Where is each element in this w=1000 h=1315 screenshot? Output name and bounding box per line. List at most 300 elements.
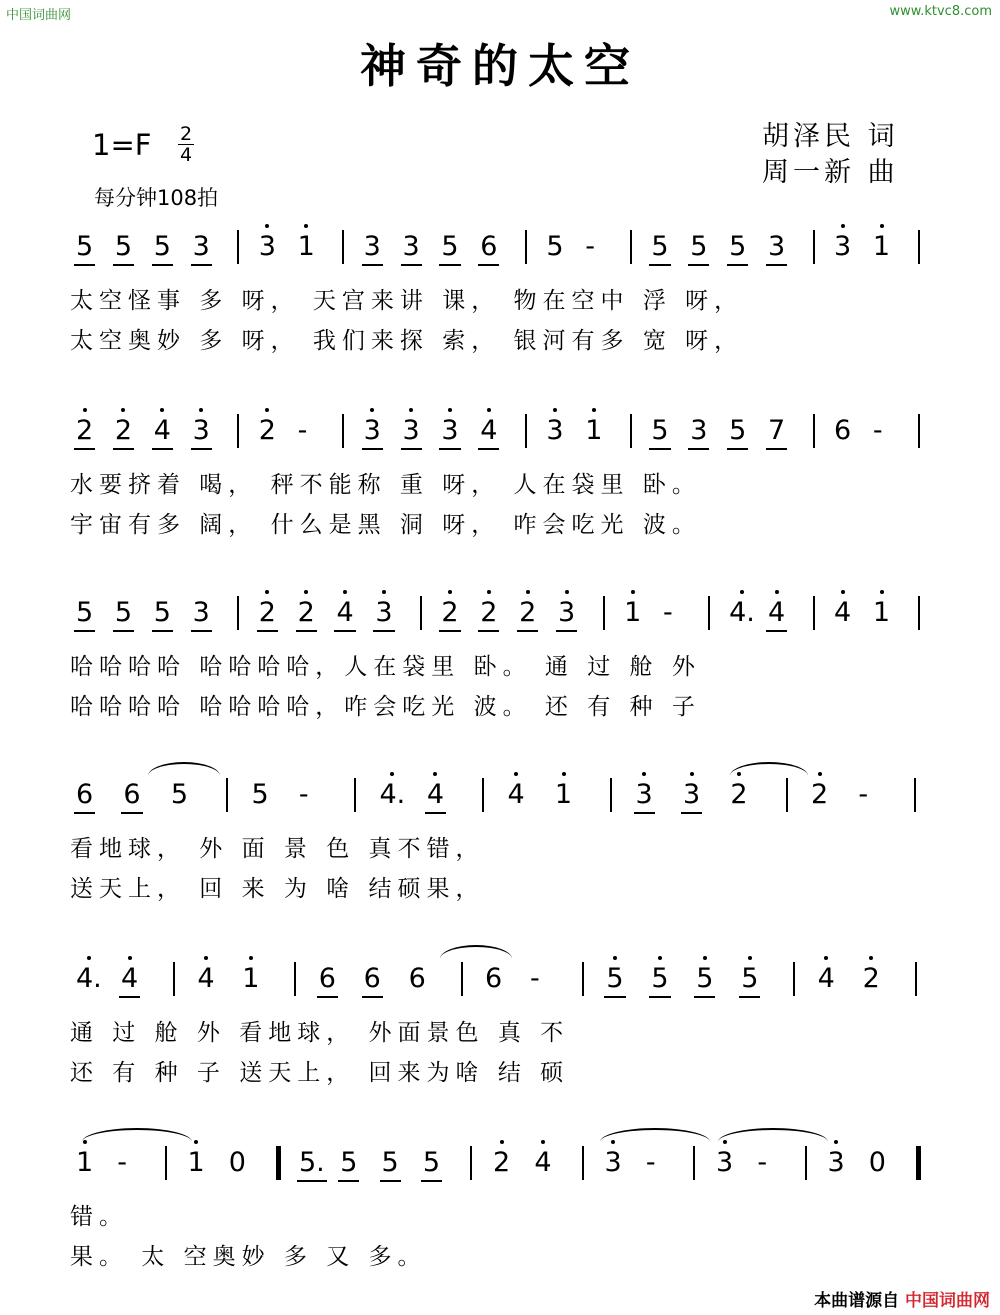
octave-dot bbox=[390, 772, 394, 776]
note bbox=[154, 232, 171, 262]
note bbox=[197, 964, 214, 994]
octave-dot bbox=[880, 590, 884, 594]
barline bbox=[342, 414, 344, 448]
eighth-underline bbox=[425, 812, 446, 814]
note bbox=[729, 416, 746, 446]
eighth-underline bbox=[317, 996, 338, 998]
note-digit: 1 bbox=[873, 232, 890, 262]
note bbox=[115, 598, 132, 628]
eighth-underline bbox=[478, 264, 499, 266]
note bbox=[863, 964, 880, 994]
octave-dot bbox=[199, 408, 203, 412]
eighth-underline bbox=[766, 630, 787, 632]
eighth-underline bbox=[556, 630, 577, 632]
barline bbox=[294, 962, 296, 996]
note bbox=[259, 416, 276, 446]
barline bbox=[173, 962, 175, 996]
note-digit: 2 bbox=[519, 598, 536, 628]
note-digit: 5 bbox=[729, 416, 746, 446]
octave-dot bbox=[304, 590, 308, 594]
barline bbox=[630, 414, 632, 448]
note bbox=[768, 232, 785, 262]
note-digit: 6 bbox=[408, 963, 426, 994]
note-digit: 5 bbox=[154, 598, 171, 628]
barline bbox=[525, 414, 527, 448]
octave-dot bbox=[265, 408, 269, 412]
note-digit: 5 bbox=[340, 1148, 357, 1178]
time-signature-top: 2 bbox=[179, 123, 193, 145]
octave-dot bbox=[487, 590, 491, 594]
octave-dot bbox=[249, 956, 253, 960]
octave-dot bbox=[370, 408, 374, 412]
octave-dot bbox=[382, 590, 386, 594]
eighth-underline bbox=[380, 1180, 401, 1182]
eighth-underline bbox=[694, 996, 715, 998]
lyrics-verse-1: 太空怪事 多 呀， 天宫来讲 课， 物在空中 浮 呀， bbox=[70, 288, 744, 314]
octave-dot bbox=[194, 1140, 198, 1144]
note-digit: 2 bbox=[259, 598, 276, 628]
octave-dot bbox=[500, 1140, 504, 1144]
note bbox=[336, 598, 353, 628]
eighth-underline bbox=[113, 630, 134, 632]
note bbox=[423, 1148, 440, 1178]
note-digit: 4 bbox=[818, 964, 835, 994]
lyricist-credit: 胡泽民 词 bbox=[762, 121, 899, 152]
barline bbox=[582, 962, 584, 996]
note bbox=[259, 232, 276, 262]
octave-dot bbox=[748, 956, 752, 960]
octave-dot bbox=[204, 956, 208, 960]
octave-dot bbox=[703, 956, 707, 960]
octave-dot bbox=[690, 772, 694, 776]
note-digit: 4. bbox=[379, 780, 405, 810]
note bbox=[480, 232, 497, 262]
octave-dot bbox=[613, 956, 617, 960]
note-digit: 0 bbox=[868, 1147, 886, 1178]
note-digit: 1 bbox=[555, 780, 572, 810]
note-digit: 3 bbox=[364, 416, 381, 446]
octave-dot bbox=[775, 590, 779, 594]
note bbox=[558, 598, 575, 628]
octave-dot bbox=[841, 224, 845, 228]
note-digit: 4. bbox=[76, 964, 102, 994]
barline bbox=[276, 1146, 281, 1180]
note-digit: 2 bbox=[441, 598, 458, 628]
note bbox=[171, 780, 188, 810]
eighth-underline bbox=[152, 448, 173, 450]
eighth-underline bbox=[688, 264, 709, 266]
eighth-underline bbox=[191, 630, 212, 632]
lyrics-verse-1: 哈哈哈哈 哈哈哈哈，人在袋里 卧。 通 过 舱 外 bbox=[70, 654, 701, 680]
note bbox=[427, 780, 444, 810]
note bbox=[546, 416, 563, 446]
note-digit: 3 bbox=[193, 416, 210, 446]
note-digit: - bbox=[529, 963, 540, 994]
note bbox=[76, 964, 102, 994]
octave-dot bbox=[433, 772, 437, 776]
octave-dot bbox=[565, 590, 569, 594]
note bbox=[193, 416, 210, 446]
note bbox=[646, 1148, 656, 1178]
note-digit: - bbox=[117, 1147, 128, 1178]
barline bbox=[610, 778, 612, 812]
watermark-right: www.ktvc8.com bbox=[889, 4, 992, 19]
note-digit: 3 bbox=[834, 232, 851, 262]
barline bbox=[786, 778, 788, 812]
lyrics-verse-1: 通 过 舱 外 看地球， 外面景色 真 不 bbox=[70, 1020, 570, 1046]
barline bbox=[354, 778, 356, 812]
note bbox=[76, 780, 93, 810]
note bbox=[115, 416, 132, 446]
note-digit: 6 bbox=[123, 780, 140, 810]
note-digit: 5 bbox=[115, 598, 132, 628]
tie-slur bbox=[148, 762, 220, 776]
note-digit: - bbox=[645, 1147, 656, 1178]
eighth-underline bbox=[362, 264, 383, 266]
note-digit: 3 bbox=[690, 416, 707, 446]
octave-dot bbox=[658, 956, 662, 960]
barline bbox=[813, 414, 815, 448]
note-digit: 5 bbox=[154, 232, 171, 262]
note bbox=[873, 232, 890, 262]
note-digit: 5 bbox=[651, 232, 668, 262]
note-digit: 4 bbox=[197, 964, 214, 994]
lyrics-verse-2: 送天上， 回 来 为 啥 结硕果， bbox=[70, 876, 485, 902]
note-digit: 5 bbox=[690, 232, 707, 262]
song-title: 神奇的太空 bbox=[360, 39, 640, 93]
watermark-bottom-a: 本曲谱源自 bbox=[814, 1291, 900, 1311]
note bbox=[663, 598, 673, 628]
note bbox=[76, 416, 93, 446]
note bbox=[768, 598, 785, 628]
barline bbox=[918, 414, 920, 448]
note-digit: 1 bbox=[298, 232, 315, 262]
octave-dot bbox=[448, 408, 452, 412]
barline bbox=[470, 1146, 472, 1180]
note bbox=[187, 1148, 204, 1178]
eighth-underline bbox=[362, 448, 383, 450]
note bbox=[690, 416, 707, 446]
note-digit: 5 bbox=[423, 1148, 440, 1178]
eighth-underline bbox=[478, 448, 499, 450]
note-digit: 4 bbox=[336, 598, 353, 628]
tie-slur bbox=[600, 1128, 710, 1142]
note-digit: 3 bbox=[768, 232, 785, 262]
eighth-underline bbox=[766, 448, 787, 450]
note bbox=[379, 780, 405, 810]
note-digit: 3 bbox=[193, 232, 210, 262]
barline bbox=[342, 230, 344, 264]
eighth-underline bbox=[766, 264, 787, 266]
note-digit: 4 bbox=[154, 416, 171, 446]
note bbox=[115, 232, 132, 262]
note bbox=[683, 780, 700, 810]
note-digit: 1 bbox=[187, 1148, 204, 1178]
eighth-underline bbox=[152, 264, 173, 266]
note bbox=[873, 416, 883, 446]
eighth-underline bbox=[113, 264, 134, 266]
eighth-underline bbox=[74, 630, 95, 632]
note bbox=[530, 964, 540, 994]
note bbox=[154, 598, 171, 628]
barline bbox=[420, 596, 422, 630]
note-digit: 3 bbox=[259, 232, 276, 262]
note bbox=[834, 598, 851, 628]
note-digit: 1 bbox=[585, 416, 602, 446]
note bbox=[76, 1148, 93, 1178]
note-digit: 2 bbox=[76, 416, 93, 446]
note bbox=[534, 1148, 551, 1178]
note bbox=[403, 232, 420, 262]
eighth-underline bbox=[634, 812, 655, 814]
note-digit: 7 bbox=[768, 416, 785, 446]
eighth-underline bbox=[649, 996, 670, 998]
octave-dot bbox=[448, 590, 452, 594]
note-digit: 2 bbox=[115, 416, 132, 446]
note bbox=[480, 416, 497, 446]
octave-dot bbox=[304, 224, 308, 228]
note-digit: 4 bbox=[508, 780, 525, 810]
barline bbox=[525, 230, 527, 264]
note-digit: 3 bbox=[636, 780, 653, 810]
eighth-underline bbox=[439, 630, 460, 632]
note-digit: 2 bbox=[863, 964, 880, 994]
note bbox=[375, 598, 392, 628]
barline bbox=[237, 414, 239, 448]
note-digit: 5 bbox=[729, 232, 746, 262]
composer-credit: 周一新 曲 bbox=[762, 157, 899, 188]
note bbox=[364, 416, 381, 446]
barline bbox=[582, 1146, 584, 1180]
note-digit: 2 bbox=[730, 780, 747, 810]
octave-dot bbox=[265, 224, 269, 228]
note bbox=[605, 1148, 622, 1178]
note-digit: 5 bbox=[170, 779, 189, 810]
note bbox=[651, 416, 668, 446]
note-digit: 2 bbox=[493, 1148, 510, 1178]
note bbox=[585, 232, 595, 262]
note bbox=[546, 232, 563, 262]
note bbox=[121, 964, 138, 994]
note bbox=[811, 780, 828, 810]
note-digit: 6 bbox=[319, 964, 336, 994]
eighth-underline bbox=[401, 264, 422, 266]
note-digit: 5 bbox=[651, 964, 668, 994]
note-digit: - bbox=[757, 1147, 768, 1178]
note bbox=[364, 964, 381, 994]
octave-dot bbox=[83, 408, 87, 412]
note bbox=[193, 598, 210, 628]
note bbox=[690, 232, 707, 262]
eighth-underline bbox=[727, 448, 748, 450]
note bbox=[519, 598, 536, 628]
note-digit: 3 bbox=[375, 598, 392, 628]
note-digit: 4 bbox=[534, 1148, 551, 1178]
note-digit: - bbox=[872, 415, 883, 446]
note-digit: 5 bbox=[382, 1148, 399, 1178]
lyrics-verse-1: 错。 bbox=[70, 1204, 128, 1230]
octave-dot bbox=[834, 1140, 838, 1144]
eighth-underline bbox=[439, 448, 460, 450]
eighth-underline bbox=[338, 1180, 359, 1182]
tie-slur bbox=[82, 1128, 192, 1142]
note bbox=[76, 232, 93, 262]
note-digit: - bbox=[298, 779, 309, 810]
octave-dot bbox=[740, 590, 744, 594]
note bbox=[768, 416, 785, 446]
note bbox=[299, 1148, 325, 1178]
barline bbox=[630, 230, 632, 264]
note bbox=[729, 232, 746, 262]
note bbox=[508, 780, 525, 810]
note-digit: 3 bbox=[403, 232, 420, 262]
note-digit: 4 bbox=[768, 598, 785, 628]
note bbox=[123, 780, 140, 810]
note bbox=[741, 964, 758, 994]
time-signature bbox=[178, 124, 194, 165]
note bbox=[729, 598, 755, 628]
note bbox=[154, 416, 171, 446]
note bbox=[403, 416, 420, 446]
tie-slur bbox=[440, 945, 512, 959]
note-digit: 3 bbox=[403, 416, 420, 446]
note-digit: 1 bbox=[873, 598, 890, 628]
note bbox=[298, 416, 308, 446]
note bbox=[382, 1148, 399, 1178]
octave-dot bbox=[409, 408, 413, 412]
barline bbox=[918, 230, 920, 264]
note-digit: 6 bbox=[364, 964, 381, 994]
eighth-underline bbox=[681, 812, 702, 814]
note-digit: 5 bbox=[651, 416, 668, 446]
note-digit: 3 bbox=[558, 598, 575, 628]
lyrics-verse-2: 还 有 种 子 送天上， 回来为啥 结 硕 bbox=[70, 1060, 570, 1086]
eighth-underline bbox=[119, 996, 140, 998]
note bbox=[636, 780, 653, 810]
eighth-underline bbox=[152, 630, 173, 632]
note-digit: - bbox=[297, 415, 308, 446]
note bbox=[76, 598, 93, 628]
eighth-underline bbox=[649, 264, 670, 266]
note-digit: 6 bbox=[485, 963, 503, 994]
eighth-underline bbox=[373, 630, 394, 632]
barline bbox=[693, 1146, 695, 1180]
octave-dot bbox=[824, 956, 828, 960]
note bbox=[828, 1148, 845, 1178]
tie-slur bbox=[718, 1128, 828, 1142]
note-digit: 3 bbox=[193, 598, 210, 628]
octave-dot bbox=[631, 590, 635, 594]
barline bbox=[916, 1146, 921, 1180]
note-digit: 2 bbox=[298, 598, 315, 628]
octave-dot bbox=[642, 772, 646, 776]
note bbox=[716, 1148, 733, 1178]
note-digit: 4 bbox=[480, 416, 497, 446]
note-digit: 3 bbox=[716, 1148, 733, 1178]
barline bbox=[915, 962, 917, 996]
lyrics-verse-2: 太空奥妙 多 呀， 我们来探 索， 银河有多 宽 呀， bbox=[70, 328, 744, 354]
note bbox=[493, 1148, 510, 1178]
eighth-underline bbox=[334, 630, 355, 632]
note bbox=[251, 780, 268, 810]
note-digit: 5 bbox=[696, 964, 713, 994]
note bbox=[364, 232, 381, 262]
octave-dot bbox=[526, 590, 530, 594]
eighth-underline bbox=[439, 264, 460, 266]
tie-slur bbox=[730, 762, 808, 776]
note bbox=[441, 598, 458, 628]
note bbox=[117, 1148, 127, 1178]
note bbox=[757, 1148, 767, 1178]
eighth-underline bbox=[74, 264, 95, 266]
octave-dot bbox=[514, 772, 518, 776]
octave-dot bbox=[553, 408, 557, 412]
note-digit: 6 bbox=[834, 415, 852, 446]
time-signature-bottom: 4 bbox=[179, 144, 193, 166]
barline bbox=[237, 230, 239, 264]
note-digit: 3 bbox=[683, 780, 700, 810]
note-digit: 3 bbox=[441, 416, 458, 446]
note bbox=[299, 780, 309, 810]
note bbox=[858, 780, 868, 810]
note bbox=[319, 964, 336, 994]
barline bbox=[226, 778, 228, 812]
eighth-underline bbox=[297, 1180, 327, 1182]
octave-dot bbox=[818, 772, 822, 776]
note-digit: 4 bbox=[427, 780, 444, 810]
note bbox=[818, 964, 835, 994]
note bbox=[193, 232, 210, 262]
note-digit: 5 bbox=[441, 232, 458, 262]
note-digit: 5 bbox=[251, 779, 269, 810]
eighth-underline bbox=[649, 448, 670, 450]
note-digit: 5 bbox=[546, 231, 564, 262]
note-digit: 1 bbox=[242, 964, 259, 994]
note-digit: 1 bbox=[76, 1148, 93, 1178]
note bbox=[873, 598, 890, 628]
note bbox=[555, 780, 572, 810]
eighth-underline bbox=[421, 1180, 442, 1182]
lyrics-verse-1: 水要挤着 喝， 秤不能称 重 呀， 人在袋里 卧。 bbox=[70, 472, 701, 498]
eighth-underline bbox=[191, 448, 212, 450]
eighth-underline bbox=[401, 448, 422, 450]
tempo-marking: 每分钟108拍 bbox=[94, 186, 219, 210]
note-digit: 0 bbox=[228, 1147, 246, 1178]
octave-dot bbox=[562, 772, 566, 776]
eighth-underline bbox=[604, 996, 625, 998]
note-digit: 2 bbox=[480, 598, 497, 628]
note bbox=[696, 964, 713, 994]
eighth-underline bbox=[257, 630, 278, 632]
barline bbox=[237, 596, 239, 630]
eighth-underline bbox=[517, 630, 538, 632]
note-digit: 3 bbox=[546, 416, 563, 446]
note bbox=[730, 780, 747, 810]
barline bbox=[482, 778, 484, 812]
eighth-underline bbox=[739, 996, 760, 998]
note bbox=[651, 232, 668, 262]
note-digit: 4 bbox=[121, 964, 138, 994]
note-digit: - bbox=[585, 231, 595, 262]
lyrics-verse-1: 看地球， 外 面 景 色 真不错， bbox=[70, 836, 485, 862]
barline bbox=[603, 596, 605, 630]
octave-dot bbox=[160, 408, 164, 412]
eighth-underline bbox=[121, 812, 142, 814]
note bbox=[834, 416, 851, 446]
eighth-underline bbox=[727, 264, 748, 266]
octave-dot bbox=[841, 590, 845, 594]
key-signature: 1=F bbox=[92, 128, 152, 162]
